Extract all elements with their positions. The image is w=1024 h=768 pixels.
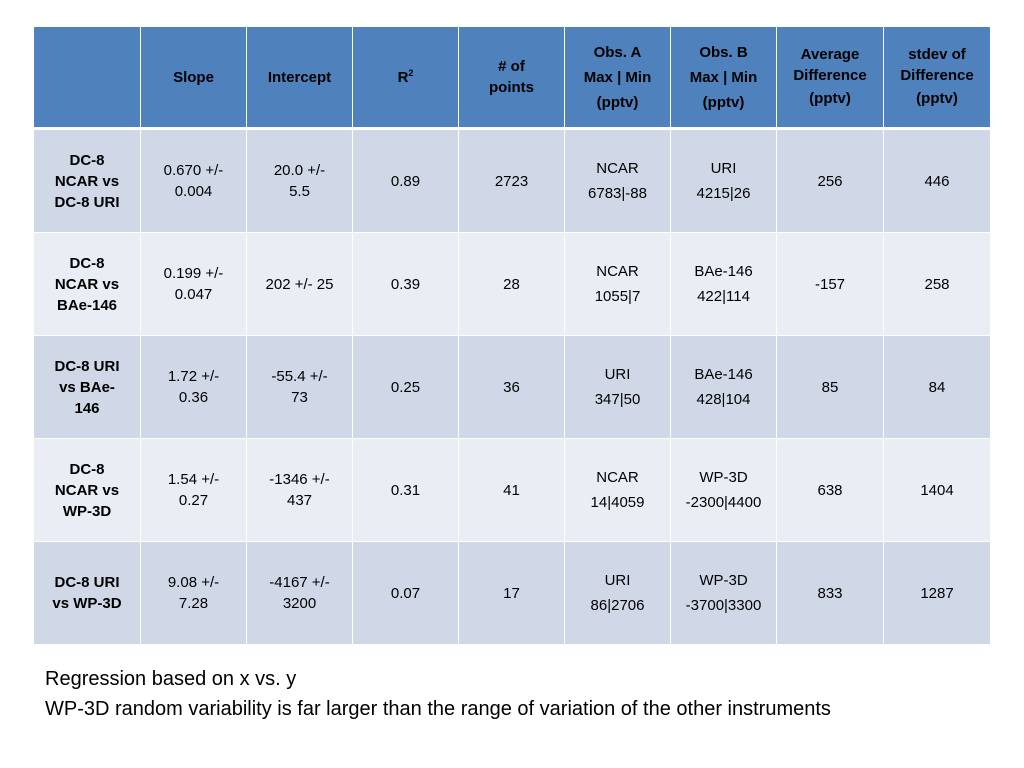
obs-a-cell	[565, 129, 671, 233]
r2-cell: 0.25	[353, 336, 459, 439]
obs-b-range: -2300|4400	[685, 494, 762, 511]
row-label-line: NCAR vs	[54, 275, 120, 293]
obs-b-cell	[671, 336, 777, 439]
intercept-value: -4167 +/-	[269, 574, 330, 591]
points-cell: 41	[459, 439, 565, 542]
slope-cell	[141, 129, 247, 233]
header-r2-base: R	[397, 68, 409, 86]
obs-b-cell	[671, 439, 777, 542]
row-label-line: NCAR vs	[54, 172, 120, 190]
obs-b-cell	[671, 233, 777, 336]
header-avg-line2: Difference	[793, 66, 867, 84]
intercept-uncertainty: 73	[291, 389, 308, 406]
intercept-value: 20.0 +/-	[273, 162, 326, 179]
row-label	[34, 439, 141, 542]
stdev-diff-cell: 258	[884, 233, 991, 336]
header-row	[34, 27, 991, 129]
obs-a-instrument: NCAR	[596, 160, 639, 177]
slope-uncertainty: 0.004	[174, 183, 213, 200]
row-label-line: DC-8 URI	[54, 574, 120, 591]
avg-diff-cell: 833	[777, 542, 884, 645]
row-label-line: 146	[74, 399, 100, 417]
slope-value: 1.54 +/-	[167, 471, 220, 488]
header-points	[459, 27, 565, 129]
header-empty-cell	[34, 27, 141, 129]
obs-b-instrument: WP-3D	[699, 572, 748, 589]
points-cell: 36	[459, 336, 565, 439]
intercept-value: -55.4 +/-	[271, 368, 328, 385]
obs-a-range: 1055|7	[594, 288, 641, 305]
row-label-line: WP-3D	[62, 502, 112, 520]
intercept-cell	[247, 336, 353, 439]
header-obs-b-line3: (pptv)	[702, 93, 745, 111]
stdev-diff-cell: 446	[884, 129, 991, 233]
obs-a-instrument: NCAR	[596, 263, 639, 280]
r2-cell: 0.39	[353, 233, 459, 336]
intercept-uncertainty: 5.5	[289, 183, 310, 200]
intercept-cell	[247, 233, 353, 336]
points-cell: 17	[459, 542, 565, 645]
slope-value: 0.670 +/-	[163, 162, 224, 179]
avg-diff-cell: -157	[777, 233, 884, 336]
slope-cell	[141, 336, 247, 439]
obs-a-range: 14|4059	[590, 494, 645, 511]
row-label-line: DC-8 URI	[54, 193, 120, 211]
obs-b-cell	[671, 542, 777, 645]
note-wp3d-variability: WP-3D random variability is far larger than the range of variation of the other instruments	[45, 698, 831, 720]
notes-block	[45, 664, 831, 724]
avg-diff-cell: 256	[777, 129, 884, 233]
slope-uncertainty: 0.36	[178, 389, 209, 406]
intercept-cell	[247, 129, 353, 233]
header-points-line2: points	[489, 79, 534, 96]
obs-b-range: 428|104	[696, 391, 751, 408]
table-body	[34, 129, 991, 645]
obs-a-range: 86|2706	[590, 597, 645, 614]
table-header	[34, 27, 991, 129]
slope-uncertainty: 0.27	[178, 492, 209, 509]
row-label-line: vs WP-3D	[52, 595, 122, 612]
intercept-uncertainty: 3200	[282, 595, 317, 612]
slope-value: 9.08 +/-	[167, 574, 220, 591]
header-intercept: Intercept	[247, 27, 353, 129]
stdev-diff-cell: 1287	[884, 542, 991, 645]
avg-diff-cell: 638	[777, 439, 884, 542]
intercept-cell	[247, 439, 353, 542]
row-label-line: DC-8 URI	[54, 357, 120, 375]
obs-a-instrument: URI	[604, 572, 631, 589]
obs-b-instrument: WP-3D	[699, 469, 748, 486]
row-label	[34, 129, 141, 233]
row-label-line: NCAR vs	[54, 481, 120, 499]
header-avg-line1: Average	[800, 45, 860, 63]
header-obs-a	[565, 27, 671, 129]
avg-diff-cell: 85	[777, 336, 884, 439]
row-label	[34, 336, 141, 439]
row-label	[34, 542, 141, 645]
table-row	[34, 542, 991, 645]
obs-a-range: 6783|-88	[588, 185, 647, 202]
slope-value: 1.72 +/-	[167, 368, 220, 385]
obs-a-cell	[565, 233, 671, 336]
intercept-cell	[247, 542, 353, 645]
note-regression: Regression based on x vs. y	[45, 668, 297, 690]
slope-cell	[141, 439, 247, 542]
table-row	[34, 233, 991, 336]
points-cell: 28	[459, 233, 565, 336]
r2-cell: 0.07	[353, 542, 459, 645]
comparison-table	[33, 26, 991, 645]
obs-b-range: -3700|3300	[685, 597, 762, 614]
slope-uncertainty: 7.28	[178, 595, 209, 612]
stdev-diff-cell: 84	[884, 336, 991, 439]
row-label	[34, 233, 141, 336]
row-label-line: vs BAe-	[59, 378, 115, 396]
header-sd-line3: (pptv)	[916, 89, 958, 107]
table-row	[34, 439, 991, 542]
header-obs-a-line3: (pptv)	[596, 93, 639, 111]
header-sd-line1: stdev of	[908, 45, 966, 63]
row-label-line: DC-8	[69, 254, 105, 272]
table-row	[34, 129, 991, 233]
header-sd-line2: Difference	[900, 66, 974, 84]
obs-b-instrument: BAe-146	[694, 366, 753, 383]
header-average-difference	[777, 27, 884, 129]
obs-b-instrument: BAe-146	[694, 263, 753, 280]
header-r2	[353, 27, 459, 129]
slope-cell	[141, 233, 247, 336]
header-obs-b	[671, 27, 777, 129]
obs-a-cell	[565, 336, 671, 439]
obs-a-instrument: NCAR	[596, 469, 639, 486]
header-r2-superscript: 2	[408, 67, 414, 78]
obs-b-cell	[671, 129, 777, 233]
stdev-diff-cell: 1404	[884, 439, 991, 542]
obs-b-range: 422|114	[697, 288, 750, 305]
header-slope: Slope	[141, 27, 247, 129]
header-obs-a-line1: Obs. A	[593, 43, 642, 61]
obs-a-cell	[565, 439, 671, 542]
row-label-line: DC-8	[69, 151, 105, 169]
obs-b-instrument: URI	[710, 160, 737, 177]
header-points-line1: # of	[498, 58, 525, 75]
obs-a-instrument: URI	[604, 366, 631, 383]
header-obs-b-line1: Obs. B	[699, 43, 748, 61]
slope-cell	[141, 542, 247, 645]
r2-cell: 0.89	[353, 129, 459, 233]
intercept-value: 202 +/- 25	[265, 275, 334, 293]
obs-a-cell	[565, 542, 671, 645]
slope-value: 0.199 +/-	[163, 265, 224, 282]
obs-b-range: 4215|26	[696, 185, 751, 202]
header-avg-line3: (pptv)	[809, 89, 851, 107]
table-row	[34, 336, 991, 439]
intercept-value: -1346 +/-	[269, 471, 330, 488]
slope-uncertainty: 0.047	[174, 286, 213, 303]
row-label-line: DC-8	[69, 460, 105, 478]
r2-cell: 0.31	[353, 439, 459, 542]
header-obs-a-line2: Max | Min	[583, 68, 652, 86]
row-label-line: BAe-146	[56, 296, 118, 314]
intercept-uncertainty: 437	[286, 492, 313, 509]
header-stdev-difference	[884, 27, 991, 129]
header-obs-b-line2: Max | Min	[689, 68, 758, 86]
obs-a-range: 347|50	[594, 391, 641, 408]
points-cell: 2723	[459, 129, 565, 233]
